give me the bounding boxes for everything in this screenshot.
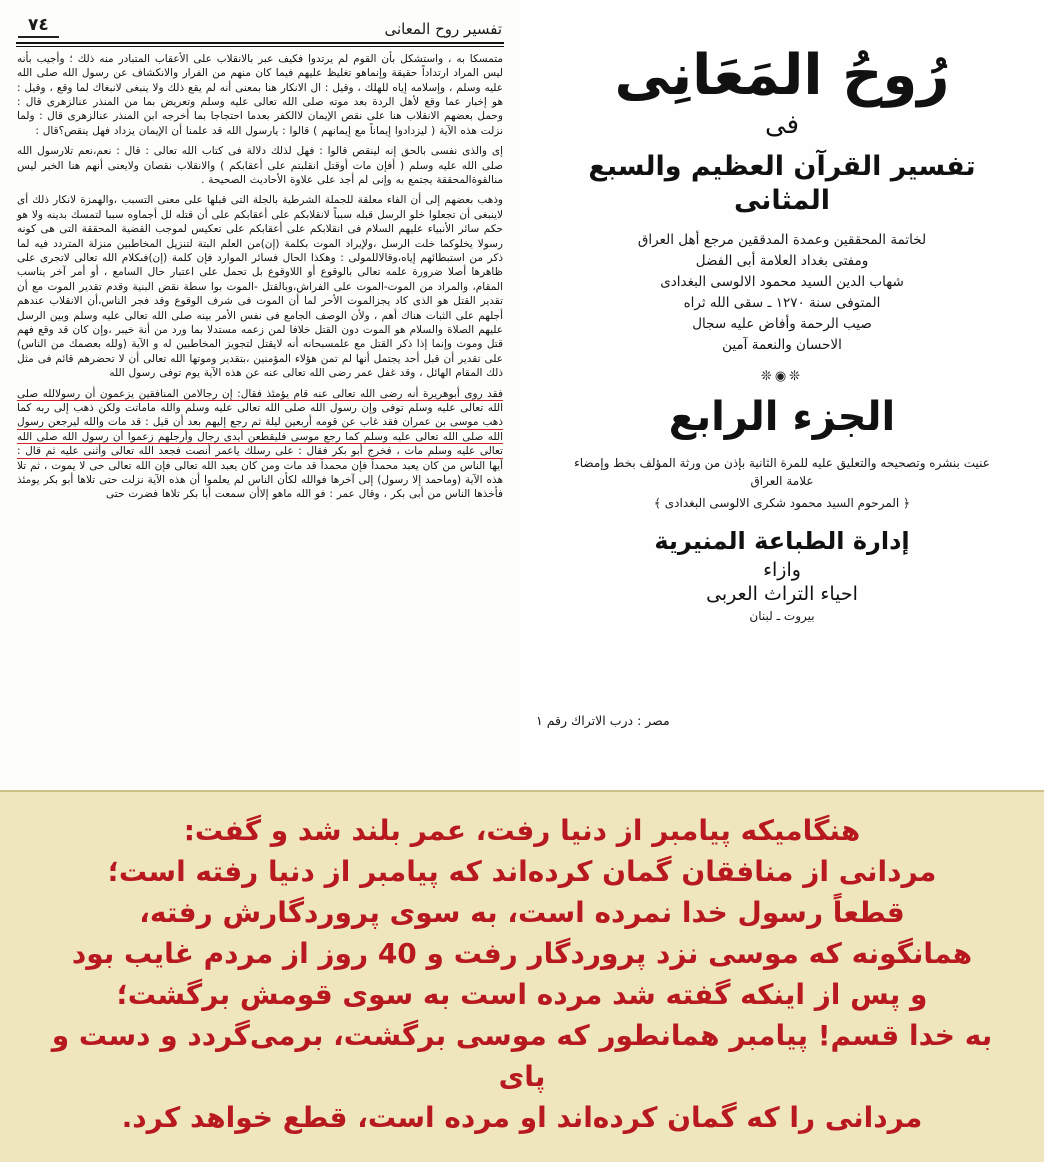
- edition-note-1: ﴿ المرحوم السيد محمود شكرى الالوسى البغدادى ﴾: [653, 495, 911, 510]
- edition-note-0: عنيت بنشره وتصحيحه والتعليق عليه للمرة الثانية بإذن من ورثة المؤلف بخط وإمضاء علامة العراق: [574, 455, 990, 488]
- translation-line-0: هنگامیکه پیامبر از دنیا رفت، عمر بلند شد و گفت:: [183, 814, 861, 847]
- volume-label: الجزء الرابع: [668, 393, 896, 440]
- paragraph-4: فقد روى أبوهريرة أنه رضى الله تعالى عنه قام يؤمئذ فقال: إن رجالامن المنافقين يزعمون أن رسولالله صلى الله تعالى عليه وسلم توفى وإن رسول الله صلى الله تعالى عليه وسلم والله ماماتت ولكن ذهب إلى ربه كما ذهب موسى بن عمران فقد غاب عن قومه أربعين ليلة ثم رجع إليهم بعد أن قيل : قد مات والله ليرجعن رسول الله صلى الله تعالى عليه وسلم كما رجع موسى فليقطعن أيدى رجال وأرجلهم زعموا أن رسول الله صلى الله تعالى عليه وسلم مات ، فخرج أبو بكر فقال : على رسلك ياعمر أنصت فجعد الله تعالى وأثنى عليه ثم قال : أيها الناس من كان يعبد محمداً فإن محمداً قد مات ومن كان يعبد الله تعالى فإن الله تعالى حى لا يموت ، ثم تلا هذه الآية (وماحمد إلا رسول) إلى آخرها فوالله لكأن الناس لم يعلموا أن هذه الآية نزلت حتى تلاها أبو بكر يومئذ فأخذها الناس من أبى بكر ، وقال عمر : فو الله ماهو إلاأن سمعت أبا بكر تلاها فضرت حتى: [17, 387, 503, 501]
- author-line-5: الاحسان والنعمة آمين: [722, 336, 842, 353]
- translation-line-5: به خدا قسم! پیامبر همانطور که موسی برگشت، برمی‌گردد و دست و پای: [51, 1019, 993, 1093]
- commentary-text-page: [0, 0, 520, 790]
- red-underline-1: [17, 400, 503, 402]
- book-main-title: رُوحُ المَعَانِى: [614, 43, 950, 108]
- ornament-divider: ❊◉❊: [760, 368, 804, 384]
- translation-line-3: همانگونه که موسی نزد پروردگار رفت و 40 روز از مردم غایب بود: [71, 937, 973, 970]
- publisher-name-secondary: احياء التراث العربى: [706, 582, 858, 605]
- page-header: [14, 16, 506, 40]
- paragraph-3: وذهب بعضهم إلى أن الفاء معلقة للجملة الشرطية بالجلة التى قبلها على معنى التسبب ،والهمزة لانكار ذلك أى لاينبغى أن تجعلوا خلو الرسل قبله سبباً لانقلابكم على أعقابكم على أن قتله لل أجماوه سببا لتمسك بدينه ولا هو حكم سائر الأنبياء عليهم السلام فى انقلابكم على أعقابكم على تعكيس لموجب القضية المحققة التى هى كونه رسولا يخلوكما خلت الرسل ،ولإيراد الموت بكلمة (إن)من العلم البتة لتنزيل المخاطبين منزلة المتردد فيه لما ذكر من استبطائهم إياه،وقالاللمولى : وهكذا الحال فسائر الموارد فإن كلمة (إن)فىكلام الله تعالى لاتجرى على ظاهرها أصلا ضرورة علمه تعالى بالوقوع أو اللاوقوع بل تحمل على اعتبار حال السامع ، أو أمر آخر يناسب المقام، والمراد من الموت-الموت على الفراش،وبالقتل -الموت بوا سطة نقض البنية وقدم تقدير الموت مع أن تقدير القتل هو الذى كاد يجزالموت الأحر لما أن الموت فى شرف الوقوع وقد فجر الناس،أن الانقلاب عندهم أجلهم على الثبات هناك أهم ، ولأن الوصف الجامع فى نفس الأمر بينه صلى الله تعالى عليه وسلم وبين الرسل عليهم الصلاة والسلام هو الموت دون القتل خلافا لمن زعمه مستدلا بما ورد من أنة خيبر ،وإن كان قد وقع فهم قتل وموت وإنما إذا ذكر القتل مع علمسبحانه أنه لايقتل لتجويز المخاطبين له و الآية (ولله بعصمك من الناس) على تقدير أن قبل أحد يجتمل أنها لم تمن هؤلاء المؤمنين ،بتقدير وموتها الله تعالى أن لا تحضرهم قائم فى مثل ذلك المقام الهائل ، وقد غفل عمر رضى الله تعالى عنه عن هذه الآية يوم توفى رسول الله: [17, 194, 503, 380]
- red-underline-3: [17, 443, 503, 445]
- red-underline-2: [17, 429, 503, 431]
- publisher-address: مصر : درب الاتراك رقم ١: [536, 713, 670, 728]
- header-rule: [16, 42, 504, 47]
- page-number: ٧٤: [18, 16, 59, 38]
- red-underline-4: [17, 458, 503, 460]
- author-line-3: المتوفى سنة ١٢٧٠ ـ سقى الله ثراه: [683, 294, 881, 311]
- persian-translation-panel: [0, 790, 1044, 1162]
- highlighted-hadith-block: [17, 387, 503, 502]
- author-line-4: صيب الرحمة وأفاض عليه سجال: [692, 315, 872, 332]
- publisher-name: إدارة الطباعة المنيرية: [654, 526, 910, 555]
- publisher-connector: وازاء: [763, 558, 801, 581]
- title-page: [520, 0, 1044, 790]
- translation-line-2: قطعاً رسول خدا نمرده است، به سوی پروردگارش رفته،: [139, 896, 905, 929]
- paragraph-1: متمسكا به ، واستشكل بأن القوم لم يرتدوا فكيف عبر بالانقلاب على الأعقاب المتبادر منه ذلك ؛ وأجيب بأنه ليس المراد ارتداداً حقيقة وإنماهو تغليظ عليهم فيما كان منهم من الفرار والانكشاف عن رسول الله صلى الله عليه وسلم ، وإسلامه إياه للهلك ، وقيل : ال الانكار هنا بمعنى أنه لم يقع ذلك ولا ينبغى لانبغاك لما وقع ، وقيل : هو إخبار عما وقع لأهل الردة بعد موته صلى الله تعالى عليه وسلم وتعريض بما من المنذر عنالزهرى قال : وحمل بعضهم الانقلاب هنا على نقص الإيمان لاالكفر بعدما احتجاجا بما أخرجه ابن المنذر عنالزهرى قال : ولما نزلت هذه الآية ( ليزدادوا إيماناً مع إيمانهم ) قالوا : يارسول الله قد علمنا أن الإيمان يزداد فهل ينقص؟قال :: [17, 52, 503, 137]
- commentary-body: [14, 52, 506, 502]
- book-subtitle: تفسير القرآن العظيم والسبع المثانى: [588, 151, 976, 216]
- book-title-connector: فى: [764, 110, 800, 140]
- paragraph-2: إى والذى نفسى بالحق إنه لينقص قالوا : فهل لذلك دلالة فى كتاب الله تعالى : قال : نعم،نعم تلارسول الله صلى الله عليه وسلم ( أفإن مات أوقتل انقلبتم على أعقابكم ) والانقلاب نقصان ولايعنى أنهم هنا الخبر ليس منالقوةالمحققة يجتمع به وإنى لم أجد على علاوة الأحاديث الصحيحة .: [17, 145, 503, 186]
- author-line-0: لخاتمة المحققين وعمدة المدققين مرجع أهل العراق: [637, 231, 927, 248]
- author-line-1: ومفتى بغداد العلامة أبى الفضل: [695, 252, 869, 269]
- running-book-title: تفسير روح المعانى: [384, 19, 502, 38]
- translation-line-4: و پس از اینکه گفته شد مرده است به سوی قومش برگشت؛: [116, 978, 928, 1011]
- translation-line-1: مردانی از منافقان گمان کرده‌اند که پیامبر از دنیا رفته است؛: [107, 855, 937, 888]
- author-line-2: شهاب الدين السيد محمود الالوسى البغدادى: [660, 273, 904, 290]
- translation-line-6: مردانی را که گمان کرده‌اند او مرده است، قطع خواهد کرد.: [121, 1101, 923, 1134]
- publisher-city: بيروت ـ لبنان: [749, 608, 815, 623]
